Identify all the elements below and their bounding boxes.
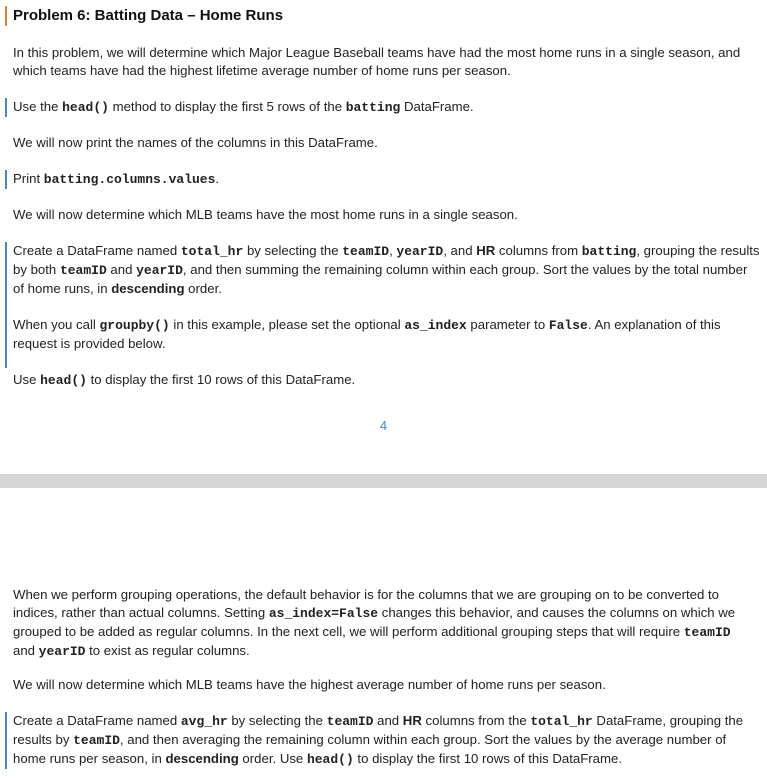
as-index-paragraph: When we perform grouping operations, the default behavior is for the columns that we are grouping on to be converted to indices, rather than actual columns. Setting as_index=False changes this behavior, and causes the columns on which we grouped to be added as regular columns. In the next cell, we will perform additional grouping steps that will require teamID and yearID to exist as regular columns.	[13, 587, 736, 659]
task-groupby-note: When you call groupby() in this example, please set the optional as_index parameter to False. An explanation of this request is provided below.	[13, 317, 721, 351]
most-hr-paragraph: We will now determine which MLB teams have the most home runs in a single season.	[13, 207, 518, 222]
page-2	[0, 488, 767, 782]
task-total-hr-text: Create a DataFrame named total_hr by selecting the teamID, yearID, and HR columns from batting, grouping the results by both teamID and yearID, and then summing the remaining column within each group. Sort the values by the total number of home runs, in descending order.	[13, 243, 760, 296]
problem-title: Problem 6: Batting Data – Home Runs	[5, 6, 283, 26]
avg-hr-paragraph: We will now determine which MLB teams have the highest average number of home runs per season.	[13, 677, 606, 692]
columns-paragraph: We will now print the names of the columns in this DataFrame.	[13, 135, 378, 150]
task-total-hr	[5, 242, 761, 388]
page-separator	[0, 474, 767, 488]
page-number: 4	[379, 418, 388, 433]
intro-paragraph: In this problem, we will determine which Major League Baseball teams have had the most home runs in a single season, and which teams have had the highest lifetime average number of home runs per season.	[13, 45, 741, 78]
task-head-10: Use head() to display the first 10 rows of this DataFrame.	[13, 372, 356, 388]
task-print-columns: Print batting.columns.values.	[5, 170, 761, 189]
task-head-batting: Use the head() method to display the first 5 rows of the batting DataFrame.	[5, 98, 761, 117]
task-avg-hr: Create a DataFrame named avg_hr by selecting the teamID and HR columns from the total_hr DataFrame, grouping the results by teamID, and then averaging the remaining column within each group. Sort the values by the average number of home runs per season, in descending order. Use head() to display the first 10 rows of this DataFrame.	[5, 712, 761, 769]
